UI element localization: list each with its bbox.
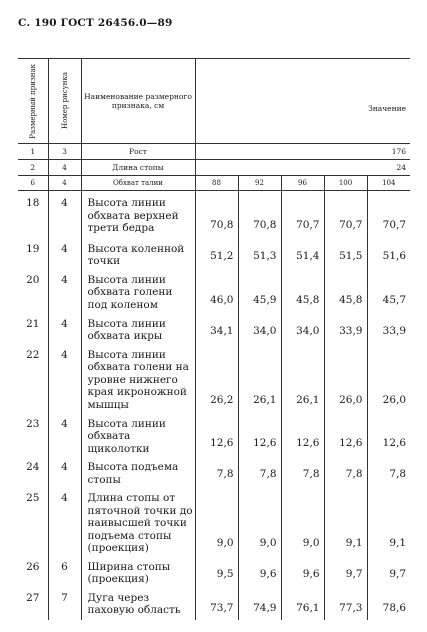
row-value: 7,8: [389, 468, 407, 480]
row-name: Ширина стопы (проекция): [81, 555, 195, 586]
row-name: Высота подъема стопы: [81, 455, 195, 486]
row-value: 26,2: [195, 343, 238, 412]
table-row: [18, 268, 410, 312]
row-value: 70,8: [195, 191, 238, 237]
row-name: Высота коленной точки: [81, 237, 195, 268]
row-value: 9,7: [324, 555, 367, 586]
table-row: [18, 160, 410, 176]
row-value: 26,1: [281, 343, 324, 412]
row-value: 45,9: [238, 268, 281, 312]
row-figure: 4: [48, 160, 81, 176]
row-value: 70,8: [238, 191, 281, 237]
table-row: [18, 412, 410, 456]
row-index: 2: [18, 160, 48, 176]
row-figure: 4: [48, 176, 81, 191]
row-number: 21: [18, 312, 48, 343]
row-figure: 7: [48, 586, 81, 620]
row-figure: 4: [48, 343, 81, 412]
row-value: 33,9: [324, 312, 367, 343]
row-value: 12,6: [195, 412, 238, 456]
row-figure: 4: [48, 312, 81, 343]
row-value: 74,9: [238, 586, 281, 620]
waist-value: 104: [367, 176, 410, 191]
row-number: 24: [18, 455, 48, 486]
table-row: [18, 586, 410, 620]
row-value: 12,6: [324, 412, 367, 456]
row-index: 1: [18, 144, 48, 160]
row-value: 9,1: [324, 486, 367, 555]
table-row: [18, 191, 410, 237]
table-row: [18, 455, 410, 486]
row-value: 34,0: [238, 312, 281, 343]
row-value: 77,3: [324, 586, 367, 620]
row-value: 9,1: [389, 536, 407, 549]
row-value: 7,8: [281, 455, 324, 486]
row-number: 23: [18, 412, 48, 456]
row-value: 45,8: [281, 268, 324, 312]
row-figure: 4: [48, 191, 81, 237]
col3-header: Наименование размерного признака, см: [81, 59, 195, 144]
row-value: 9,5: [195, 555, 238, 586]
table-row: [18, 343, 410, 412]
row-name: Высота линии обхвата верхней трети бедра: [81, 191, 195, 237]
table-row: [18, 176, 410, 191]
row-figure: 4: [48, 455, 81, 486]
row-value: 51,4: [281, 237, 324, 268]
row-number: 25: [18, 486, 48, 555]
row-value: 12,6: [281, 412, 324, 456]
row-value: 34,1: [195, 312, 238, 343]
row-name: Обхват талии: [81, 176, 195, 191]
row-value: 12,6: [382, 437, 407, 449]
row-value: 9,6: [281, 555, 324, 586]
table-row: [18, 486, 410, 555]
row-value: 9,0: [238, 486, 281, 555]
table-row: [18, 237, 410, 268]
row-name: Высота линии обхвата голени под коленом: [81, 268, 195, 312]
row-value: 7,8: [324, 455, 367, 486]
row-name: Длина стопы: [81, 160, 195, 176]
row-value: 33,9: [382, 324, 407, 337]
row-name: Высота линии обхвата щиколотки: [81, 412, 195, 456]
row-value: 51,5: [324, 237, 367, 268]
row-value: 70,7: [382, 218, 407, 231]
row-name: Высота линии обхвата икры: [81, 312, 195, 343]
row-number: 22: [18, 343, 48, 412]
table-row: [18, 312, 410, 343]
row-value: 73,7: [195, 586, 238, 620]
waist-value: 100: [324, 176, 367, 191]
table-header-row: [18, 59, 410, 144]
row-value: 176: [195, 144, 410, 160]
waist-value: 92: [238, 176, 281, 191]
row-name: Высота линии обхвата голени на уровне нижнего края икроножной мышцы: [81, 343, 195, 412]
row-number: 18: [18, 191, 48, 237]
row-figure: 4: [48, 486, 81, 555]
row-figure: 3: [48, 144, 81, 160]
row-number: 20: [18, 268, 48, 312]
row-number: 19: [18, 237, 48, 268]
row-value: 26,0: [324, 343, 367, 412]
row-value: 24: [195, 160, 410, 176]
row-name: Дуга через паховую область: [81, 586, 195, 620]
row-value: 9,0: [281, 486, 324, 555]
row-value: 45,7: [382, 293, 407, 306]
row-value: 9,6: [238, 555, 281, 586]
row-number: 27: [18, 586, 48, 620]
row-name: Длина стопы от пяточной точки до наивысшей точки подъема стопы (проекция): [81, 486, 195, 555]
row-name: Рост: [81, 144, 195, 160]
row-value: 26,1: [238, 343, 281, 412]
waist-value: 88: [195, 176, 238, 191]
row-value: 45,8: [324, 268, 367, 312]
col2-header: Номер рисунка: [48, 59, 81, 144]
row-value: 9,0: [195, 486, 238, 555]
row-figure: 4: [48, 237, 81, 268]
col1-header: Размерный признак: [18, 59, 48, 144]
row-number: 26: [18, 555, 48, 586]
row-value: 34,0: [281, 312, 324, 343]
row-value: 26,0: [382, 393, 407, 406]
row-value: 76,1: [281, 586, 324, 620]
row-value: 7,8: [195, 455, 238, 486]
table-row: [18, 555, 410, 586]
row-value: 78,6: [382, 601, 407, 614]
page-header: С. 190 ГОСТ 26456.0—89: [18, 17, 173, 29]
row-value: 46,0: [195, 268, 238, 312]
table-row: [18, 144, 410, 160]
values-header: Значение: [195, 59, 410, 144]
row-value: 51,2: [195, 237, 238, 268]
row-value: 70,7: [324, 191, 367, 237]
row-index: 6: [18, 176, 48, 191]
measurements-table: [18, 58, 410, 620]
waist-value: 96: [281, 176, 324, 191]
row-value: 70,7: [281, 191, 324, 237]
row-value: 12,6: [238, 412, 281, 456]
row-value: 51,3: [238, 237, 281, 268]
row-value: 9,7: [389, 567, 407, 580]
row-figure: 4: [48, 268, 81, 312]
row-value: 7,8: [238, 455, 281, 486]
row-figure: 6: [48, 555, 81, 586]
row-value: 51,6: [382, 249, 407, 262]
row-figure: 4: [48, 412, 81, 456]
